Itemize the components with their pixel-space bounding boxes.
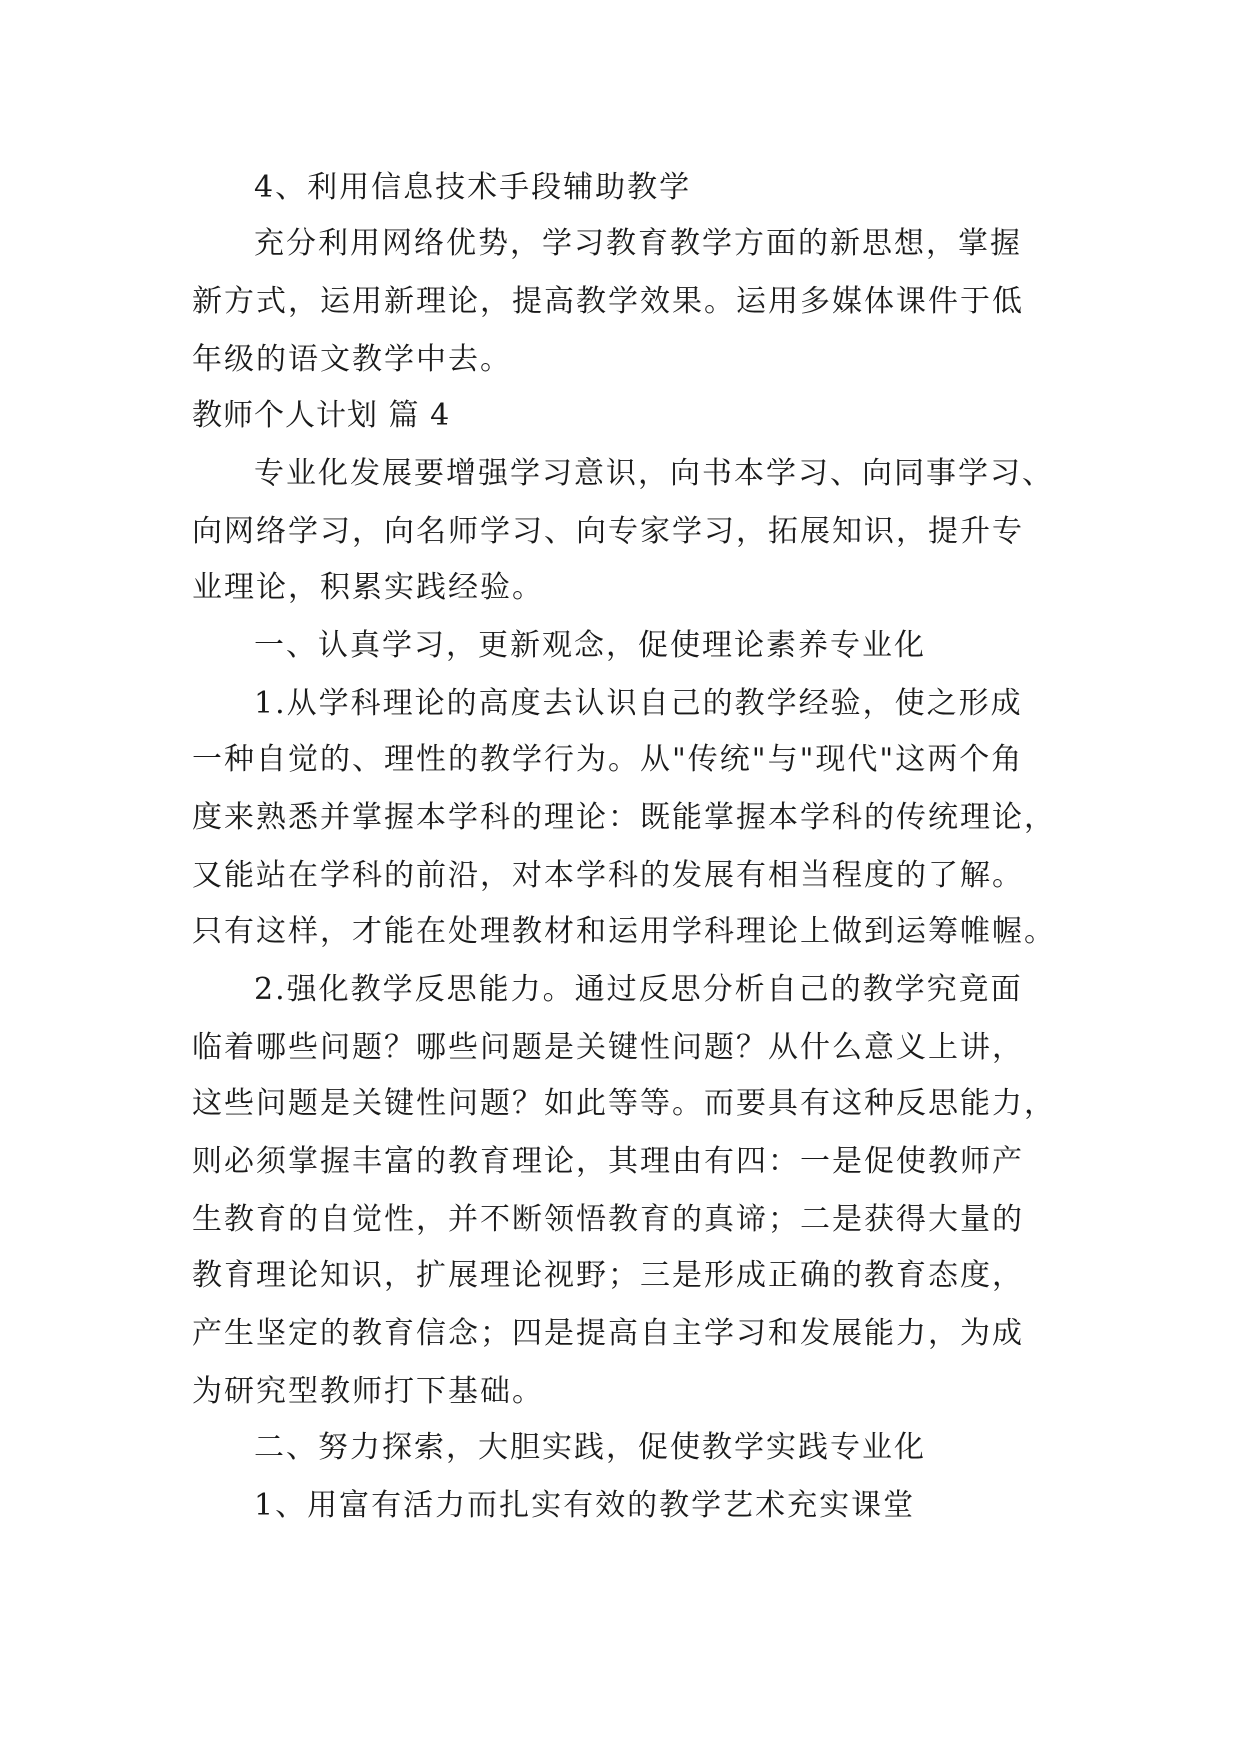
text-line: 2.强化教学反思能力。通过反思分析自己的教学究竟面 <box>254 972 1023 1007</box>
text-line: 1、用富有活力而扎实有效的教学艺术充实课堂 <box>254 1488 916 1523</box>
text-line: 充分利用网络优势，学习教育教学方面的新思想，掌握 <box>254 226 1022 261</box>
text-line: 4、利用信息技术手段辅助教学 <box>254 170 692 205</box>
text-line: 业理论，积累实践经验。 <box>192 570 544 605</box>
text-line: 专业化发展要增强学习意识，向书本学习、向同事学习、 <box>254 456 1054 491</box>
text-line: 新方式，运用新理论，提高教学效果。运用多媒体课件于低 <box>192 284 1024 319</box>
text-line: 教育理论知识，扩展理论视野；三是形成正确的教育态度， <box>192 1258 1024 1293</box>
text-line: 只有这样，才能在处理教材和运用学科理论上做到运筹帷幄。 <box>192 914 1056 949</box>
text-line: 为研究型教师打下基础。 <box>192 1374 544 1409</box>
section-heading: 教师个人计划 篇 4 <box>192 398 451 433</box>
text-line: 度来熟悉并掌握本学科的理论：既能掌握本学科的传统理论， <box>192 800 1056 835</box>
text-line: 产生坚定的教育信念；四是提高自主学习和发展能力，为成 <box>192 1316 1024 1351</box>
text-line: 临着哪些问题？哪些问题是关键性问题？从什么意义上讲， <box>192 1030 1024 1065</box>
text-line: 一种自觉的、理性的教学行为。从"传统"与"现代"这两个角 <box>192 742 1024 777</box>
text-line: 又能站在学科的前沿，对本学科的发展有相当程度的了解。 <box>192 858 1024 893</box>
text-line: 生教育的自觉性，并不断领悟教育的真谛；二是获得大量的 <box>192 1202 1024 1237</box>
text-line: 年级的语文教学中去。 <box>192 342 512 377</box>
subheading: 一、认真学习，更新观念，促使理论素养专业化 <box>254 628 926 663</box>
text-line: 1.从学科理论的高度去认识自己的教学经验，使之形成 <box>254 686 1023 721</box>
text-line: 向网络学习，向名师学习、向专家学习，拓展知识，提升专 <box>192 514 1024 549</box>
subheading: 二、努力探索，大胆实践，促使教学实践专业化 <box>254 1430 926 1465</box>
text-line: 则必须掌握丰富的教育理论，其理由有四：一是促使教师产 <box>192 1144 1024 1179</box>
text-line: 这些问题是关键性问题？如此等等。而要具有这种反思能力， <box>192 1086 1056 1121</box>
